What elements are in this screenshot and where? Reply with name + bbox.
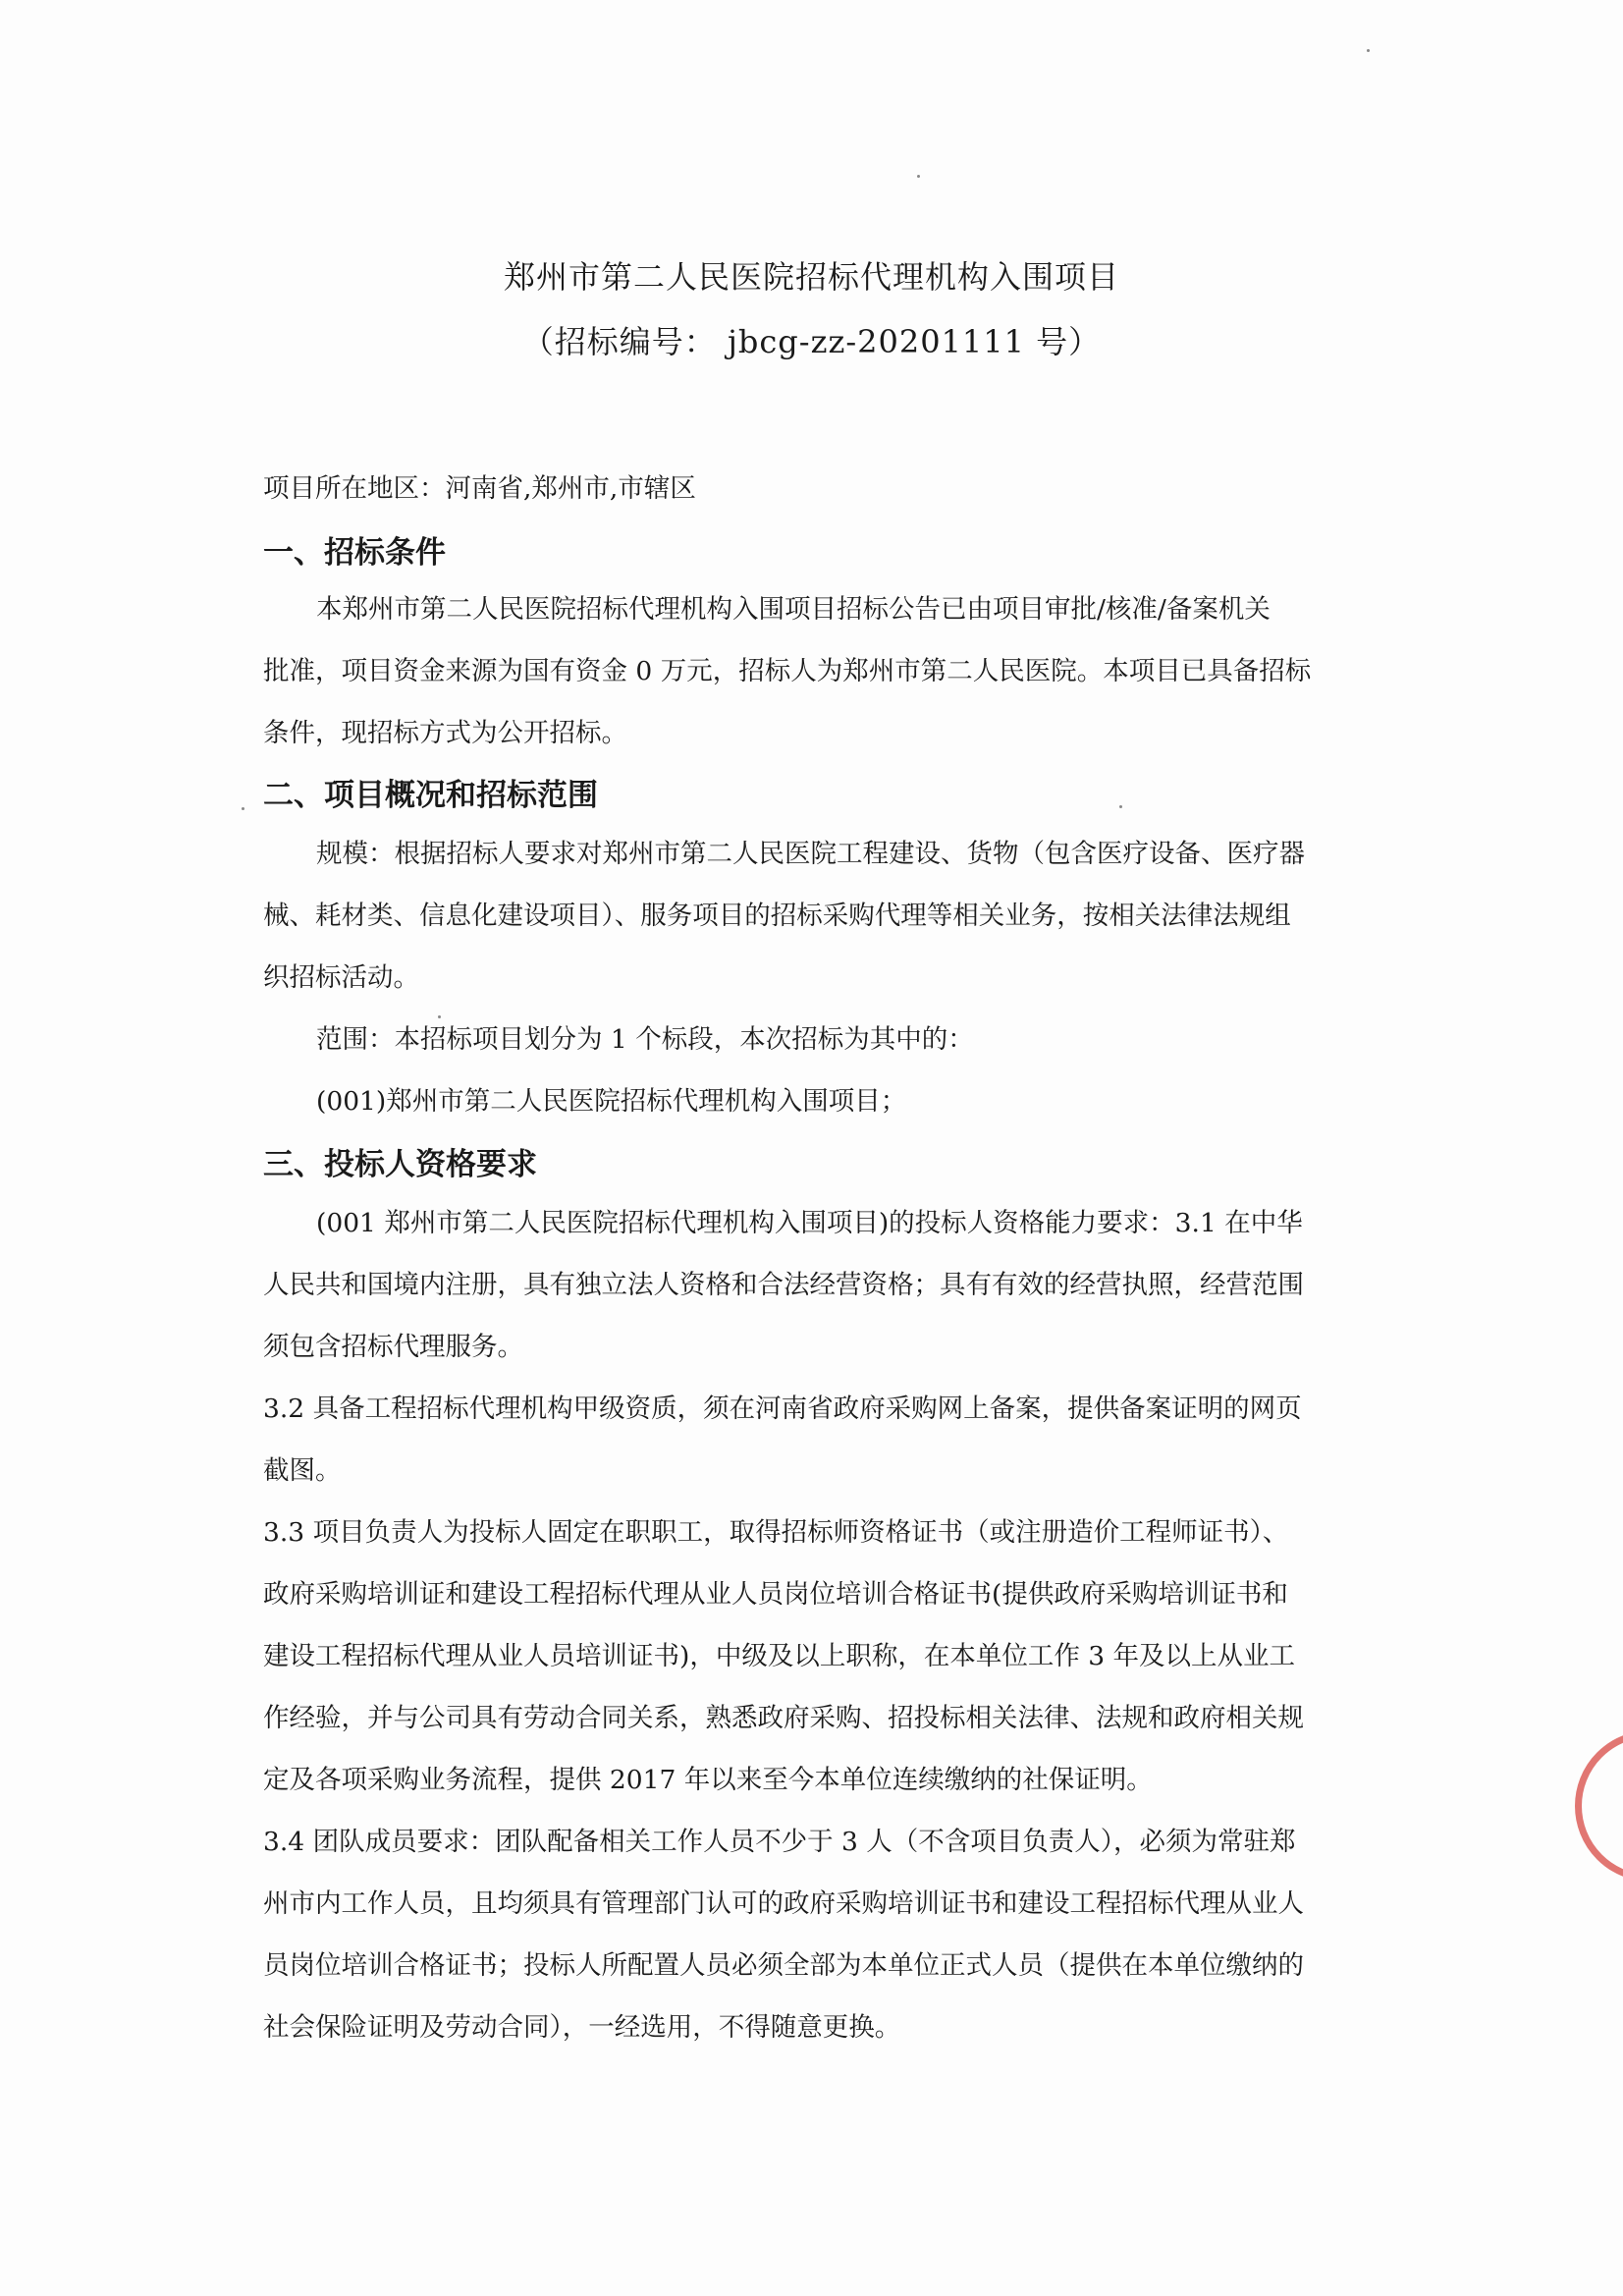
scan-speck <box>917 175 920 178</box>
section1-line: 批准，项目资金来源为国有资金 0 万元，招标人为郑州市第二人民医院。本项目已具备招标 <box>263 656 1312 686</box>
section2-line: 规模：根据招标人要求对郑州市第二人民医院工程建设、货物（包含医疗设备、医疗器 <box>316 839 1305 869</box>
scan-speck <box>242 807 244 810</box>
section3-line: (001 郑州市第二人民医院招标代理机构入围项目)的投标人资格能力要求：3.1 在中华 <box>316 1208 1303 1238</box>
section3-line: 定及各项采购业务流程，提供 2017 年以来至今本单位连续缴纳的社保证明。 <box>263 1765 1153 1795</box>
scan-speck <box>438 1015 441 1018</box>
section2-line: 械、耗材类、信息化建设项目）、服务项目的招标采购代理等相关业务，按相关法律法规组 <box>263 901 1291 931</box>
section3-line: 截图。 <box>263 1455 342 1486</box>
section3-line: 3.2 具备工程招标代理机构甲级资质，须在河南省政府采购网上备案，提供备案证明的网页 <box>263 1394 1302 1424</box>
section2-line: (001)郑州市第二人民医院招标代理机构入围项目； <box>316 1086 907 1117</box>
section3-line: 政府采购培训证和建设工程招标代理从业人员岗位培训合格证书(提供政府采购培训证书和 <box>263 1579 1288 1610</box>
section3-line: 3.3 项目负责人为投标人固定在职职工，取得招标师资格证书（或注册造价工程师证书）、 <box>263 1517 1289 1548</box>
section3-line: 3.4 团队成员要求：团队配备相关工作人员不少于 3 人（不含项目负责人），必须为常驻郑 <box>263 1827 1296 1857</box>
section3-line: 人民共和国境内注册，具有独立法人资格和合法经营资格；具有有效的经营执照，经营范围 <box>263 1270 1304 1300</box>
section1-line: 条件，现招标方式为公开招标。 <box>263 718 627 748</box>
red-seal-stamp <box>1575 1730 1623 1882</box>
section-heading-3: 三、投标人资格要求 <box>263 1147 537 1182</box>
section1-line: 本郑州市第二人民医院招标代理机构入围项目招标公告已由项目审批/核准/备案机关 <box>316 594 1271 625</box>
scan-speck <box>1119 805 1122 808</box>
document-title: 郑州市第二人民医院招标代理机构入围项目 <box>503 258 1119 296</box>
section-heading-1: 一、招标条件 <box>263 535 446 571</box>
section3-line: 须包含招标代理服务。 <box>263 1332 523 1362</box>
section3-line: 员岗位培训合格证书；投标人所配置人员必须全部为本单位正式人员（提供在本单位缴纳的 <box>263 1950 1304 1981</box>
section3-line: 作经验，并与公司具有劳动合同关系，熟悉政府采购、招投标相关法律、法规和政府相关规 <box>263 1703 1304 1733</box>
section-heading-2: 二、项目概况和招标范围 <box>263 778 598 813</box>
tender-number: （招标编号： jbcg-zz-20201111 号） <box>521 323 1102 360</box>
section3-line: 社会保险证明及劳动合同），一经选用，不得随意更换。 <box>263 2012 901 2043</box>
section2-line: 织招标活动。 <box>263 962 419 993</box>
section3-line: 建设工程招标代理从业人员培训证书)，中级及以上职称，在本单位工作 3 年及以上从业工 <box>263 1641 1296 1671</box>
section2-line: 范围：本招标项目划分为 1 个标段，本次招标为其中的： <box>316 1024 974 1055</box>
section3-line: 州市内工作人员，且均须具有管理部门认可的政府采购培训证书和建设工程招标代理从业人 <box>263 1888 1304 1919</box>
project-location: 项目所在地区：河南省,郑州市,市辖区 <box>263 473 696 504</box>
scan-speck <box>1367 49 1370 52</box>
